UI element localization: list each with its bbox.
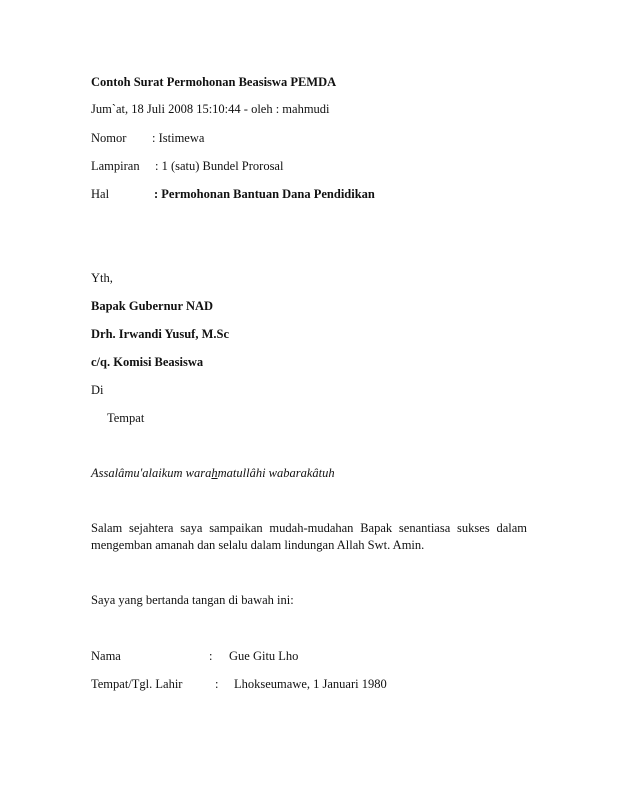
field-value: : Istimewa (152, 131, 205, 145)
field-nomor (91, 131, 204, 146)
identity-ttl (91, 677, 387, 692)
identity-label: Nama (91, 649, 121, 663)
salutation-part: matullâhi wabarakâtuh (217, 466, 335, 480)
identity-label: Tempat/Tgl. Lahir (91, 677, 183, 691)
salutation-part: h (211, 466, 218, 480)
identity-nama (91, 649, 298, 664)
identity-separator: : (215, 677, 219, 691)
field-hal (91, 187, 375, 202)
recipient-line-1: Bapak Gubernur NAD (91, 299, 214, 313)
recipient-line-2: Drh. Irwandi Yusuf, M.Sc (91, 327, 229, 341)
recipient-tempat: Tempat (107, 411, 145, 425)
identity-value: Gue Gitu Lho (229, 649, 299, 663)
field-label: Nomor (91, 131, 127, 145)
opening-paragraph: Salam sejahtera saya sampaikan mudah-mudahan Bapak senantiasa sukses dalam mengemban amanah dan selalu dalam lindungan Allah Swt. Amin. (91, 521, 527, 552)
identity-value: Lhokseumawe, 1 Januari 1980 (234, 677, 387, 691)
field-lampiran (91, 159, 283, 174)
intro-sentence: Saya yang bertanda tangan di bawah ini: (91, 593, 294, 607)
field-label: Lampiran (91, 159, 140, 173)
salutation (91, 466, 335, 481)
post-meta: Jum`at, 18 Juli 2008 15:10:44 - oleh : mahmudi (91, 102, 330, 116)
document-title: Contoh Surat Permohonan Beasiswa PEMDA (91, 75, 337, 89)
field-value: : Permohonan Bantuan Dana Pendidikan (154, 187, 375, 201)
identity-separator: : (209, 649, 213, 663)
salutation-part: Assalâmu'alaikum wara (91, 466, 212, 480)
recipient-di: Di (91, 383, 104, 397)
recipient-line-3: c/q. Komisi Beasiswa (91, 355, 204, 369)
field-value: : 1 (satu) Bundel Prorosal (155, 159, 284, 173)
recipient-greeting: Yth, (91, 271, 113, 285)
field-label: Hal (91, 187, 110, 201)
